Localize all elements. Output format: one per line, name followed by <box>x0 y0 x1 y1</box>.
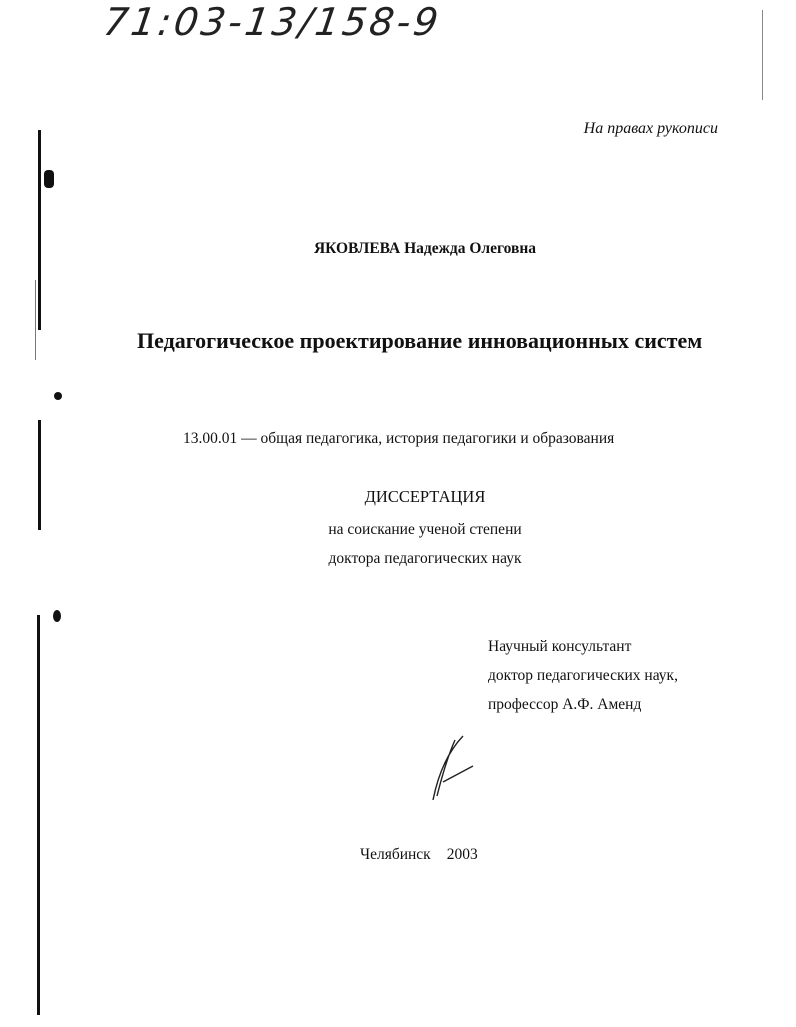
consultant-line-2: доктор педагогических наук, <box>488 667 678 684</box>
dissertation-title: Педагогическое проектирование инновационных систем <box>137 328 703 353</box>
year: 2003 <box>446 846 478 863</box>
city-year <box>360 846 478 864</box>
city: Челябинск <box>360 846 431 863</box>
consultant-line-1: Научный консультант <box>488 638 632 655</box>
work-type: ДИССЕРТАЦИЯ <box>364 487 486 506</box>
author-name: ЯКОВЛЕВА Надежда Олеговна <box>313 240 537 257</box>
signature <box>425 730 485 805</box>
degree-line-1: на соискание ученой степени <box>328 521 522 538</box>
rights-note: На правах рукописи <box>583 120 718 137</box>
specialty-line: 13.00.01 — общая педагогика, история педагогики и образования <box>183 430 615 447</box>
handwritten-archive-code: 71:03-13/158-9 <box>100 0 444 44</box>
consultant-line-3: профессор А.Ф. Аменд <box>488 696 642 713</box>
degree-line-2: доктора педагогических наук <box>328 550 522 567</box>
